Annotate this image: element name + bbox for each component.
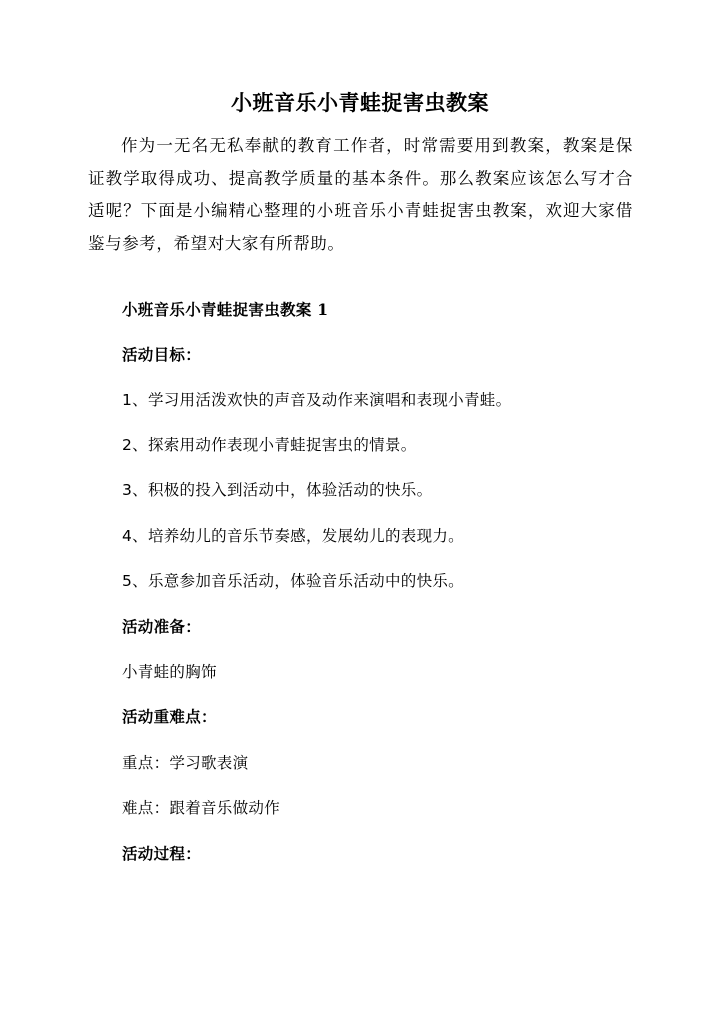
section-heading: 小班音乐小青蛙捉害虫教案 1 xyxy=(122,300,329,319)
key-point: 重点：学习歌表演 xyxy=(122,754,249,772)
key-heading: 活动重难点： xyxy=(122,707,217,726)
intro-paragraph: 作为一无名无私奉献的教育工作者，时常需要用到教案，教案是保证教学取得成功、提高教学质量的基本条件。那么教案应该怎么写才合适呢？下面是小编精心整理的小班音乐小青蛙捉害虫教案，欢迎大家借鉴与参考，希望对大家有所帮助。 xyxy=(88,136,633,253)
process-heading: 活动过程： xyxy=(122,844,202,863)
goals-heading: 活动目标： xyxy=(122,345,202,364)
document-title: 小班音乐小青蛙捉害虫教案 xyxy=(231,91,489,115)
prep-heading: 活动准备： xyxy=(122,617,202,636)
difficult-point: 难点：跟着音乐做动作 xyxy=(122,799,281,817)
goal-item-5: 5、乐意参加音乐活动，体验音乐活动中的快乐。 xyxy=(122,572,464,590)
goal-item-1: 1、学习用活泼欢快的声音及动作来演唱和表现小青蛙。 xyxy=(122,391,512,409)
goal-item-3: 3、积极的投入到活动中，体验活动的快乐。 xyxy=(122,481,433,499)
goal-item-4: 4、培养幼儿的音乐节奏感，发展幼儿的表现力。 xyxy=(122,527,464,545)
goal-item-2: 2、探索用动作表现小青蛙捉害虫的情景。 xyxy=(122,436,417,454)
prep-item: 小青蛙的胸饰 xyxy=(122,663,217,681)
